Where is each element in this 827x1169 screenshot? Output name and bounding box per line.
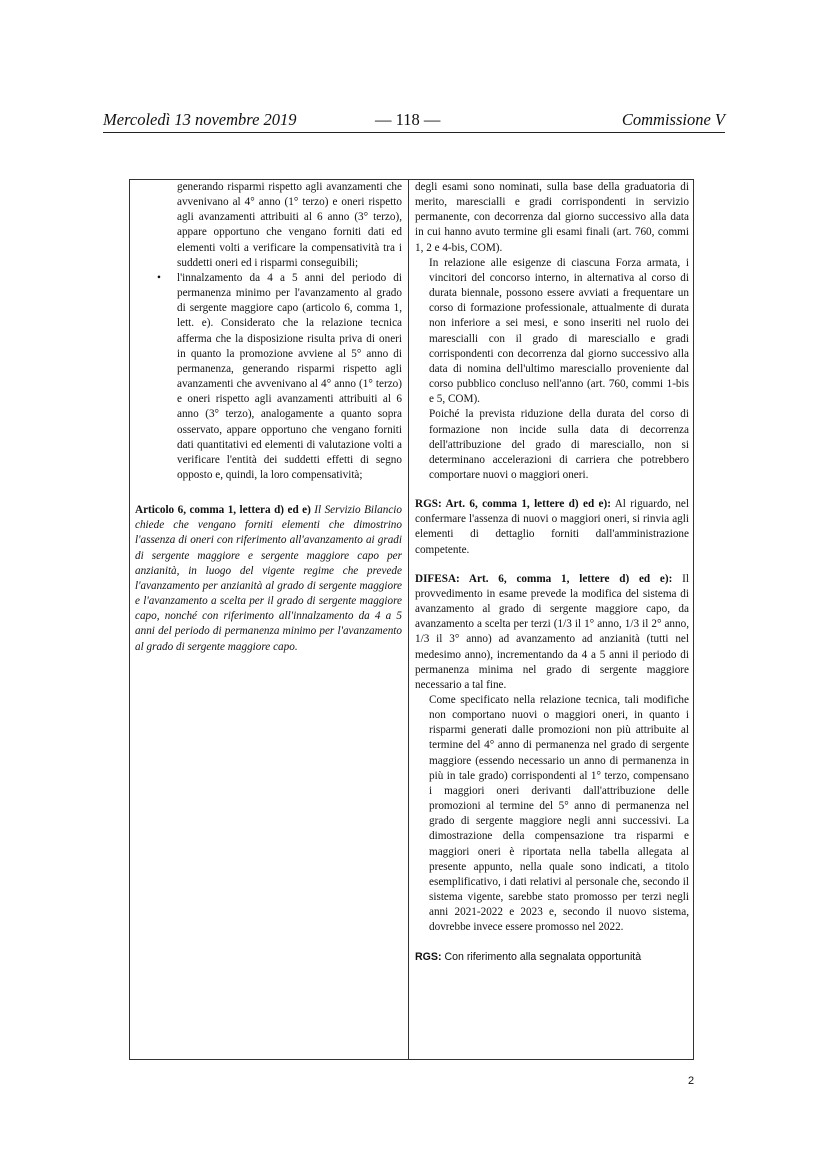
left-continuation-text: generando risparmi rispetto agli avanzamenti che avvenivano al 4° anno (1° terzo) e oneri rispetto agli avanzamenti attribuiti al 6 anno (3° terzo), appare opportuno che vengano forniti dati ed elementi volti a verificare la compensatività tra i suddetti oneri ed i risparmi conseguibili; [177, 181, 402, 269]
column-divider [408, 180, 409, 1059]
header-commission: Commissione V [621, 110, 725, 129]
article-request-text: Il Servizio Bilancio chiede che vengano forniti elementi che dimostrino l'assenza di oneri con riferimento all'avanzamento ai gradi di sergente maggiore e sergente maggiore capo per anzianità, in luogo del vigente regime che prevede l'avanzamento per anzianità al grado di sergente maggiore e l'avanzamento a scelta per il grado di sergente maggiore capo, nonché con riferimento all'innalzamento da 4 a 5 anni del periodo di permanenza minimo per l'avanzamento al grado di sergente maggiore capo. [135, 504, 403, 653]
rgs-text: Al riguardo, nel confermare l'assenza di nuovi o maggiori oneri, si rinvia agli elementi di dettaglio forniti dall'amministrazione competente. [415, 498, 689, 556]
left-column [135, 180, 402, 655]
difesa-heading: DIFESA: Art. 6, comma 1, lettere d) ed e): [415, 572, 673, 585]
left-bullet-text: l'innalzamento da 4 a 5 anni del periodo di permanenza minimo per l'avanzamento al grado di sergente maggiore capo (articolo 6, comma 1, lett. e). Considerato che la relazione tecnica afferma che la disposizione risulta priva di oneri in quanto la promozione avviene al 5° anno di permanenza, generando risparmi rispetto agli avanzamenti che avvenivano al 4° anno (1° terzo) e oneri rispetto agli avanzamenti attribuiti al 6 anno (3° terzo), analogamente a quanto sopra osservato, appare opportuno che vengano forniti dati quantitativi ed elementi di valutazione volti a verificare l'entità dei suddetti effetti di segno opposto e, quindi, la loro compensatività; [177, 271, 402, 481]
comparison-table [129, 179, 694, 1060]
bullet-mark: • [157, 271, 161, 284]
right-paragraph-2: In relazione alle esigenze di ciascuna Forza armata, i vincitori del concorso interno, in alternativa al corso di durata biennale, possono essere avviati a frequentare un corso di formazione professionale, attualmente di durata non inferiore a sei mesi, e sono inseriti nel ruolo dei marescialli con il grado di maresciallo e gradi corrispondenti con decorrenza dal giorno successivo alla data di nomina dell'ultimo maresciallo proveniente dal corso pubblico concluso nell'anno (art. 760, commi 1-bis e 5, COM). [429, 256, 689, 406]
right-paragraph-4: Come specificato nella relazione tecnica, tali modifiche non comportano nuovi o maggiori oneri, in quanto i risparmi generati dalle promozioni non più attribuite al termine del 4° anno di permanenza nel grado di sergente maggiore (essendo necessario un anno di permanenza in più in tale grado) corrispondenti al 1° terzo, compensano i maggiori oneri derivanti dall'attribuzione delle promozioni al termine del 5° anno di permanenza nel grado di sergente maggiore negli anni successivi. La dimostrazione della compensazione tra risparmi e maggiori oneri è riportata nella tabella allegata al presente appunto, nella quale sono indicati, a titolo esemplificativo, i dati relativi al personale che, secondo il sistema vigente, sarebbe stato promosso per terzi negli anni 2021-2022 e 2023 e, secondo il nuovo sistema, dovrebbe invece essere promosso nel 2022. [429, 694, 689, 934]
header-page-number: — 118 — [375, 110, 441, 129]
right-column [415, 180, 689, 965]
page-header [103, 108, 725, 133]
right-paragraph-3: Poiché la prevista riduzione della durata del corso di formazione non incide sulla data di decorrenza dell'attribuzione del grado di maresciallo, non si determinano accelerazioni di carriera che potrebbero comportare nuovi o maggiori oneri. [429, 408, 689, 481]
difesa-text: Il provvedimento in esame prevede la modifica del sistema di avanzamento al grado di sergente maggiore capo, da avanzamento a scelta per terzi (1/3 il 1° anno, 1/3 il 2° anno, 1/3 il 3° anno) ad avanzamento ad anzianità (tutti nel medesimo anno), incrementando da 4 a 5 anni il periodo di permanenza minima nel grado di sergente maggiore necessario a tal fine. [415, 572, 689, 691]
rgs2-text: Con riferimento alla segnalata opportunità [444, 950, 642, 963]
right-paragraph-1: degli esami sono nominati, sulla base della graduatoria di merito, marescialli e gradi corrispondenti in servizio permanente, con decorrenza dal giorno successivo alla data in cui hanno avuto termine gli esami finali (art. 760, commi 1, 2 e 4-bis, COM). [415, 181, 689, 254]
rgs-paragraph [415, 497, 689, 558]
rgs-heading: RGS: Art. 6, comma 1, lettere d) ed e): [415, 498, 611, 511]
rgs2-paragraph [415, 950, 689, 965]
page-number: 2 [688, 1075, 695, 1087]
left-bullet-item [135, 271, 402, 483]
article-paragraph [135, 503, 402, 655]
article-heading: Articolo 6, comma 1, lettera d) ed e) [135, 504, 311, 517]
header-date: Mercoledì 13 novembre 2019 [103, 110, 297, 129]
rgs2-heading: RGS: [415, 950, 442, 963]
difesa-paragraph [415, 572, 689, 693]
